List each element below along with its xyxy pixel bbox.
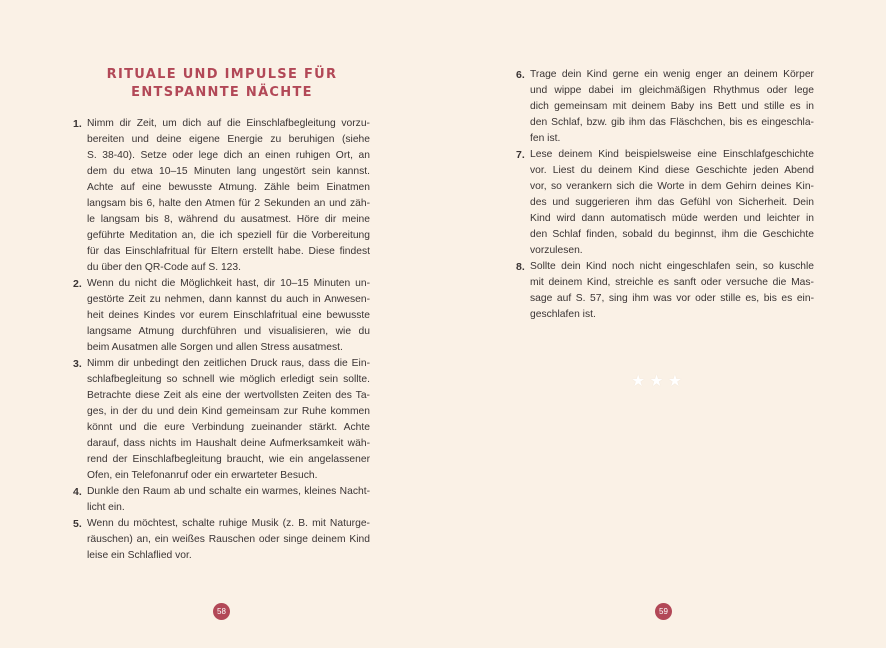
text-line: Ofen, ein Telefonanruf oder ein erwarteter Besuch. [87,470,318,481]
text-line: Achte auf eine bewusste Atmung. Zähle beim Einatmen [87,182,370,193]
text-line: langsam bis 6, halte den Atmen für 2 Sekunden an und zäh- [87,198,370,209]
text-line: Kind wird dann automatisch müde werden und leichter in [530,213,814,224]
text-line: Trage dein Kind gerne ein wenig enger an deinem Körper [530,69,814,80]
list-item [73,116,370,276]
text-line: Betrachte diese Zeit als eine der wertvollsten Zeiten des Ta- [87,390,370,401]
list-item [73,356,370,484]
right-page [443,0,886,648]
text-line: geschlafen ist. [530,309,596,320]
text-line: beim Ausatmen alle Sorgen und allen Stress ausatmest. [87,342,343,353]
text-line: des und suggerieren ihm das Gefühl von Sicherheit. Dein [530,197,814,208]
list-item-number: 8. [516,261,525,273]
text-line: vorzulesen. [530,245,583,256]
page-number-badge: 58 [213,603,230,620]
text-line: für das Einschlafritual für Eltern erstellt habe. Diese findest [87,246,370,257]
text-line: dem du etwa 10–15 Minuten lang ungestört sein kannst. [87,166,370,177]
list-item-number: 7. [516,149,525,161]
text-line: Dunkle den Raum ab und schalte ein warmes, kleines Nacht- [87,486,370,497]
text-line: könnt und die eure Verbindung zueinander stärkt. Achte [87,422,370,433]
text-line: ges, in der du und dein Kind gemeinsam zur Ruhe kommen [87,406,370,417]
text-line: heit deines Kindes vor eurem Einschlafritual eine bewusste [87,310,370,321]
page-number-badge: 59 [655,603,672,620]
text-line: rend der Einschlafbegleitung braucht, wie ein angelassener [87,454,370,465]
text-line: langsame Atmung durchführen und visualisieren, wie du [87,326,370,337]
list-item-number: 2. [73,278,82,290]
section-heading [72,66,372,102]
text-line: Wenn du nicht die Möglichkeit hast, dir 10–15 Minuten un- [87,278,370,289]
list-item [73,484,370,516]
list-item [516,259,814,323]
ritual-list-right [516,67,814,323]
text-line: mit deinem Kind, streichle es sanft oder versuche die Mas- [530,277,814,288]
list-item-number: 5. [73,518,82,530]
list-item [73,516,370,564]
list-item [516,67,814,147]
text-line: Nimm dir Zeit, um dich auf die Einschlafbegleitung vorzu- [87,118,370,129]
list-item-number: 6. [516,69,525,81]
text-line: räuschen) an, ein weißes Rauschen oder singe deinem Kind [87,534,370,545]
text-line: bereiten und deine eigene Energie zu beruhigen (siehe [87,134,370,145]
text-line: den Schlaf finden, sobald du beginnst, ihm die Geschichte [530,229,814,240]
text-line: gestörte Zeit zu nehmen, dann kannst du auch in Anwesen- [87,294,370,305]
list-item [73,276,370,356]
ritual-list-left [73,116,370,564]
list-item-number: 1. [73,118,82,130]
text-line: leise ein Schlaflied vor. [87,550,192,561]
text-line: schlafbegleitung so schnell wie möglich erledigt sein sollte. [87,374,370,385]
text-line: geführte Meditation an, die ich speziell für die Vorbereitung [87,230,370,241]
text-line: Wenn du möchtest, schalte ruhige Musik (z. B. mit Naturge- [87,518,370,529]
text-line: den Schlaf, bzw. gib ihm das Fläschchen, bis es eingeschla- [530,117,814,128]
text-line: sage auf S. 57, sing ihm was vor oder stille es, bis es ein- [530,293,814,304]
text-line: fen ist. [530,133,561,144]
list-item [516,147,814,259]
text-line: le langsam bis 8, während du ausatmest. Höre dir meine [87,214,370,225]
list-item-number: 4. [73,486,82,498]
text-line: du über den QR-Code auf S. 123. [87,262,241,273]
three-stars-icon: ★★★ [631,373,687,390]
text-line: licht ein. [87,502,125,513]
text-line: dich gemeinsam mit deinem Baby ins Bett und stille es in [530,101,814,112]
text-line: darauf, dass nichts im Haushalt deine Aufmerksamkeit wäh- [87,438,370,449]
text-line: vor. Liest du deinem Kind diese Geschichte jeden Abend [530,165,814,176]
list-item-number: 3. [73,358,82,370]
text-line: Lese deinem Kind beispielsweise eine Einschlafgeschichte [530,149,814,160]
heading-line: RITUALE UND IMPULSE FÜR [106,67,338,82]
text-line: Nimm dir unbedingt den zeitlichen Druck raus, dass die Ein- [87,358,370,369]
text-line: S. 38-40). Setze oder lege dich an einen ruhigen Ort, an [87,150,370,161]
heading-line: ENTSPANNTE NÄCHTE [131,85,313,100]
text-line: Sollte dein Kind noch nicht eingeschlafen sein, so kuschle [530,261,814,272]
text-line: vor, so verankern sich die Worte in dem Gehirn deines Kin- [530,181,814,192]
text-line: und wippe dabei im gleichmäßigen Rhythmus oder lege [530,85,814,96]
